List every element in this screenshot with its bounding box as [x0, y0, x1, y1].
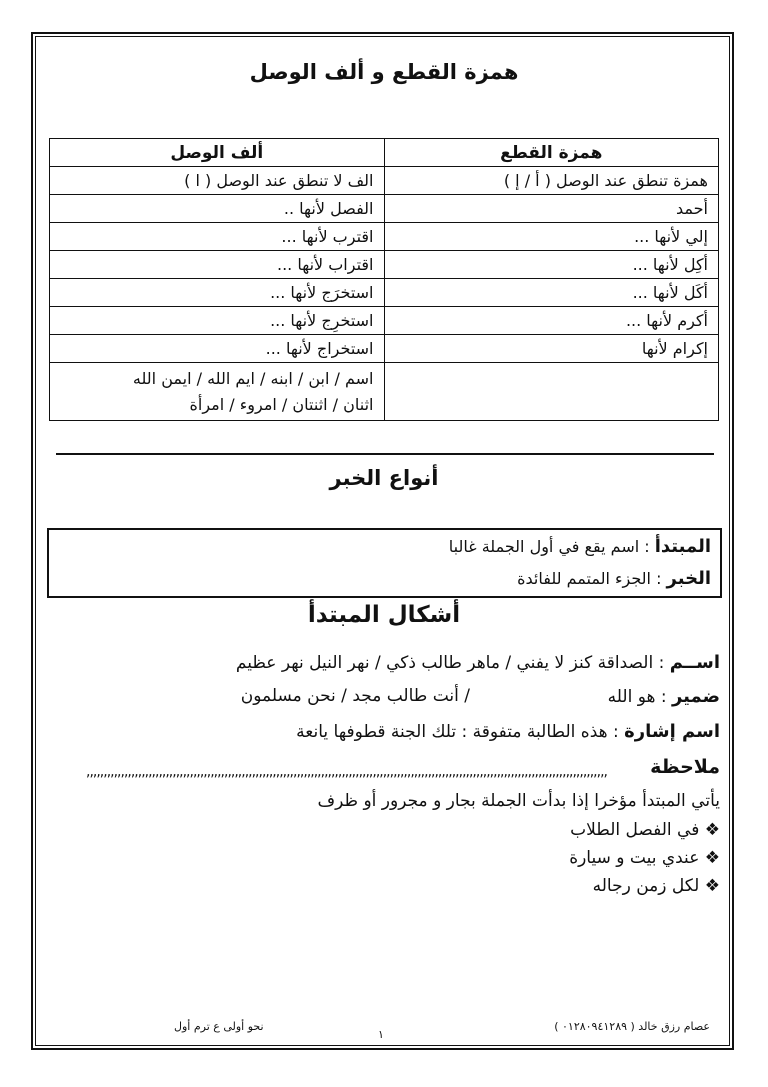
- definitions-box: [47, 528, 722, 598]
- table-row: [50, 363, 719, 421]
- table-row: [50, 307, 719, 335]
- table-header-row: [50, 139, 719, 167]
- term-khabar: الخبر: [666, 568, 711, 589]
- bullet-text: عندي بيت و سيارة: [569, 848, 700, 868]
- cell-qat: أحمد: [384, 195, 719, 223]
- text-mubtada: : اسم يقع في أول الجملة غالبا: [448, 537, 655, 556]
- hamza-table: [49, 138, 719, 421]
- table-row: [50, 223, 719, 251]
- definition-mubtada: [449, 536, 711, 557]
- bullet-text: لكل زمن رجاله: [592, 876, 700, 896]
- text-ishara: : هذه الطالبة متفوقة : تلك الجنة قطوفها يانعة: [296, 722, 625, 742]
- footer-author: عصام رزق خالد ( ٠١٢٨٠٩٤١٢٨٩ ): [554, 1020, 710, 1033]
- text-damir: : هو الله: [607, 687, 672, 707]
- cell-wasl: استخرِج لأنها ...: [50, 307, 385, 335]
- cell-qat: أكرم لأنها ...: [384, 307, 719, 335]
- note-text: يأتي المبتدأ مؤخرا إذا بدأت الجملة بجار و مجرور أو ظرف: [317, 791, 720, 811]
- bullet-icon: ❖: [704, 820, 720, 840]
- wasl-examples-line2: اثنان / اثنتان / امروء / امرأة: [189, 394, 374, 414]
- term-mubtada: المبتدأ: [654, 536, 711, 557]
- cell-wasl-examples: [50, 363, 385, 421]
- form-ism: [236, 652, 720, 673]
- term-damir: ضمير: [671, 686, 720, 707]
- footer-page-number: ١: [378, 1028, 384, 1041]
- bullet-text: في الفصل الطلاب: [570, 820, 700, 840]
- list-item: [570, 820, 720, 840]
- cell-qat: أكِل لأنها ...: [384, 251, 719, 279]
- table-row: [50, 279, 719, 307]
- form-ishara: [296, 721, 720, 742]
- note-quotes: ,,,,,,,,,,,,,,,,,,,,,,,,,,,,,,,,,,,,,,,,,,,,,,,,,,,,,,,,,,,,,,,,,,,,,,,,,,,,,,,,,,,,,,,,,,,,,,,,,,,,,,,,,,,,,,,,,,,,,,,,,,,,,,,,,,,,,,,,,,,,,,,,,,,,,,,: [86, 764, 607, 780]
- cell-wasl: الفصل لأنها ..: [50, 195, 385, 223]
- cell-wasl: اقترب لأنها ...: [50, 223, 385, 251]
- list-item: [569, 848, 720, 868]
- form-damir-examples: / أنت طالب مجد / نحن مسلمون: [240, 686, 470, 706]
- bullet-icon: ❖: [704, 876, 720, 896]
- cell-qat: أكَل لأنها ...: [384, 279, 719, 307]
- table-row: [50, 195, 719, 223]
- text-ism: : الصداقة كنز لا يفني / ماهر طالب ذكي / نهر النيل نهر عظيم: [235, 653, 670, 673]
- list-item: [593, 876, 720, 896]
- term-ism: اســم: [669, 652, 720, 673]
- term-ishara: اسم إشارة: [624, 721, 720, 742]
- cell-wasl: استخراج لأنها ...: [50, 335, 385, 363]
- form-damir: [608, 686, 720, 707]
- section-divider: [56, 453, 714, 455]
- cell-qat: همزة تنطق عند الوصل ( أ / إ ): [384, 167, 719, 195]
- cell-qat: إكرام لأنها: [384, 335, 719, 363]
- note-label: ملاحظة: [650, 756, 720, 778]
- cell-wasl: اقتراب لأنها ...: [50, 251, 385, 279]
- table-row: [50, 251, 719, 279]
- title-khabar-types: أنواع الخبر: [329, 466, 439, 490]
- title-mubtada-forms: أشكال المبتدأ: [307, 602, 461, 628]
- cell-qat: [384, 363, 719, 421]
- bullet-icon: ❖: [704, 848, 720, 868]
- wasl-examples-line1: اسم / ابن / ابنه / ايم الله / ايمن الله: [132, 368, 374, 388]
- table-row: [50, 167, 719, 195]
- title-hamza-alif: همزة القطع و ألف الوصل: [249, 60, 519, 84]
- header-hamza-qat: همزة القطع: [384, 139, 719, 167]
- cell-wasl: الف لا تنطق عند الوصل ( ا ): [50, 167, 385, 195]
- cell-wasl: استخرَج لأنها ...: [50, 279, 385, 307]
- text-khabar: : الجزء المتمم للفائدة: [517, 569, 667, 588]
- cell-qat: إلي لأنها ...: [384, 223, 719, 251]
- header-alif-wasl: ألف الوصل: [50, 139, 385, 167]
- table-row: [50, 335, 719, 363]
- footer-course: نحو أولى ع ترم أول: [174, 1020, 264, 1033]
- definition-khabar: [517, 568, 711, 589]
